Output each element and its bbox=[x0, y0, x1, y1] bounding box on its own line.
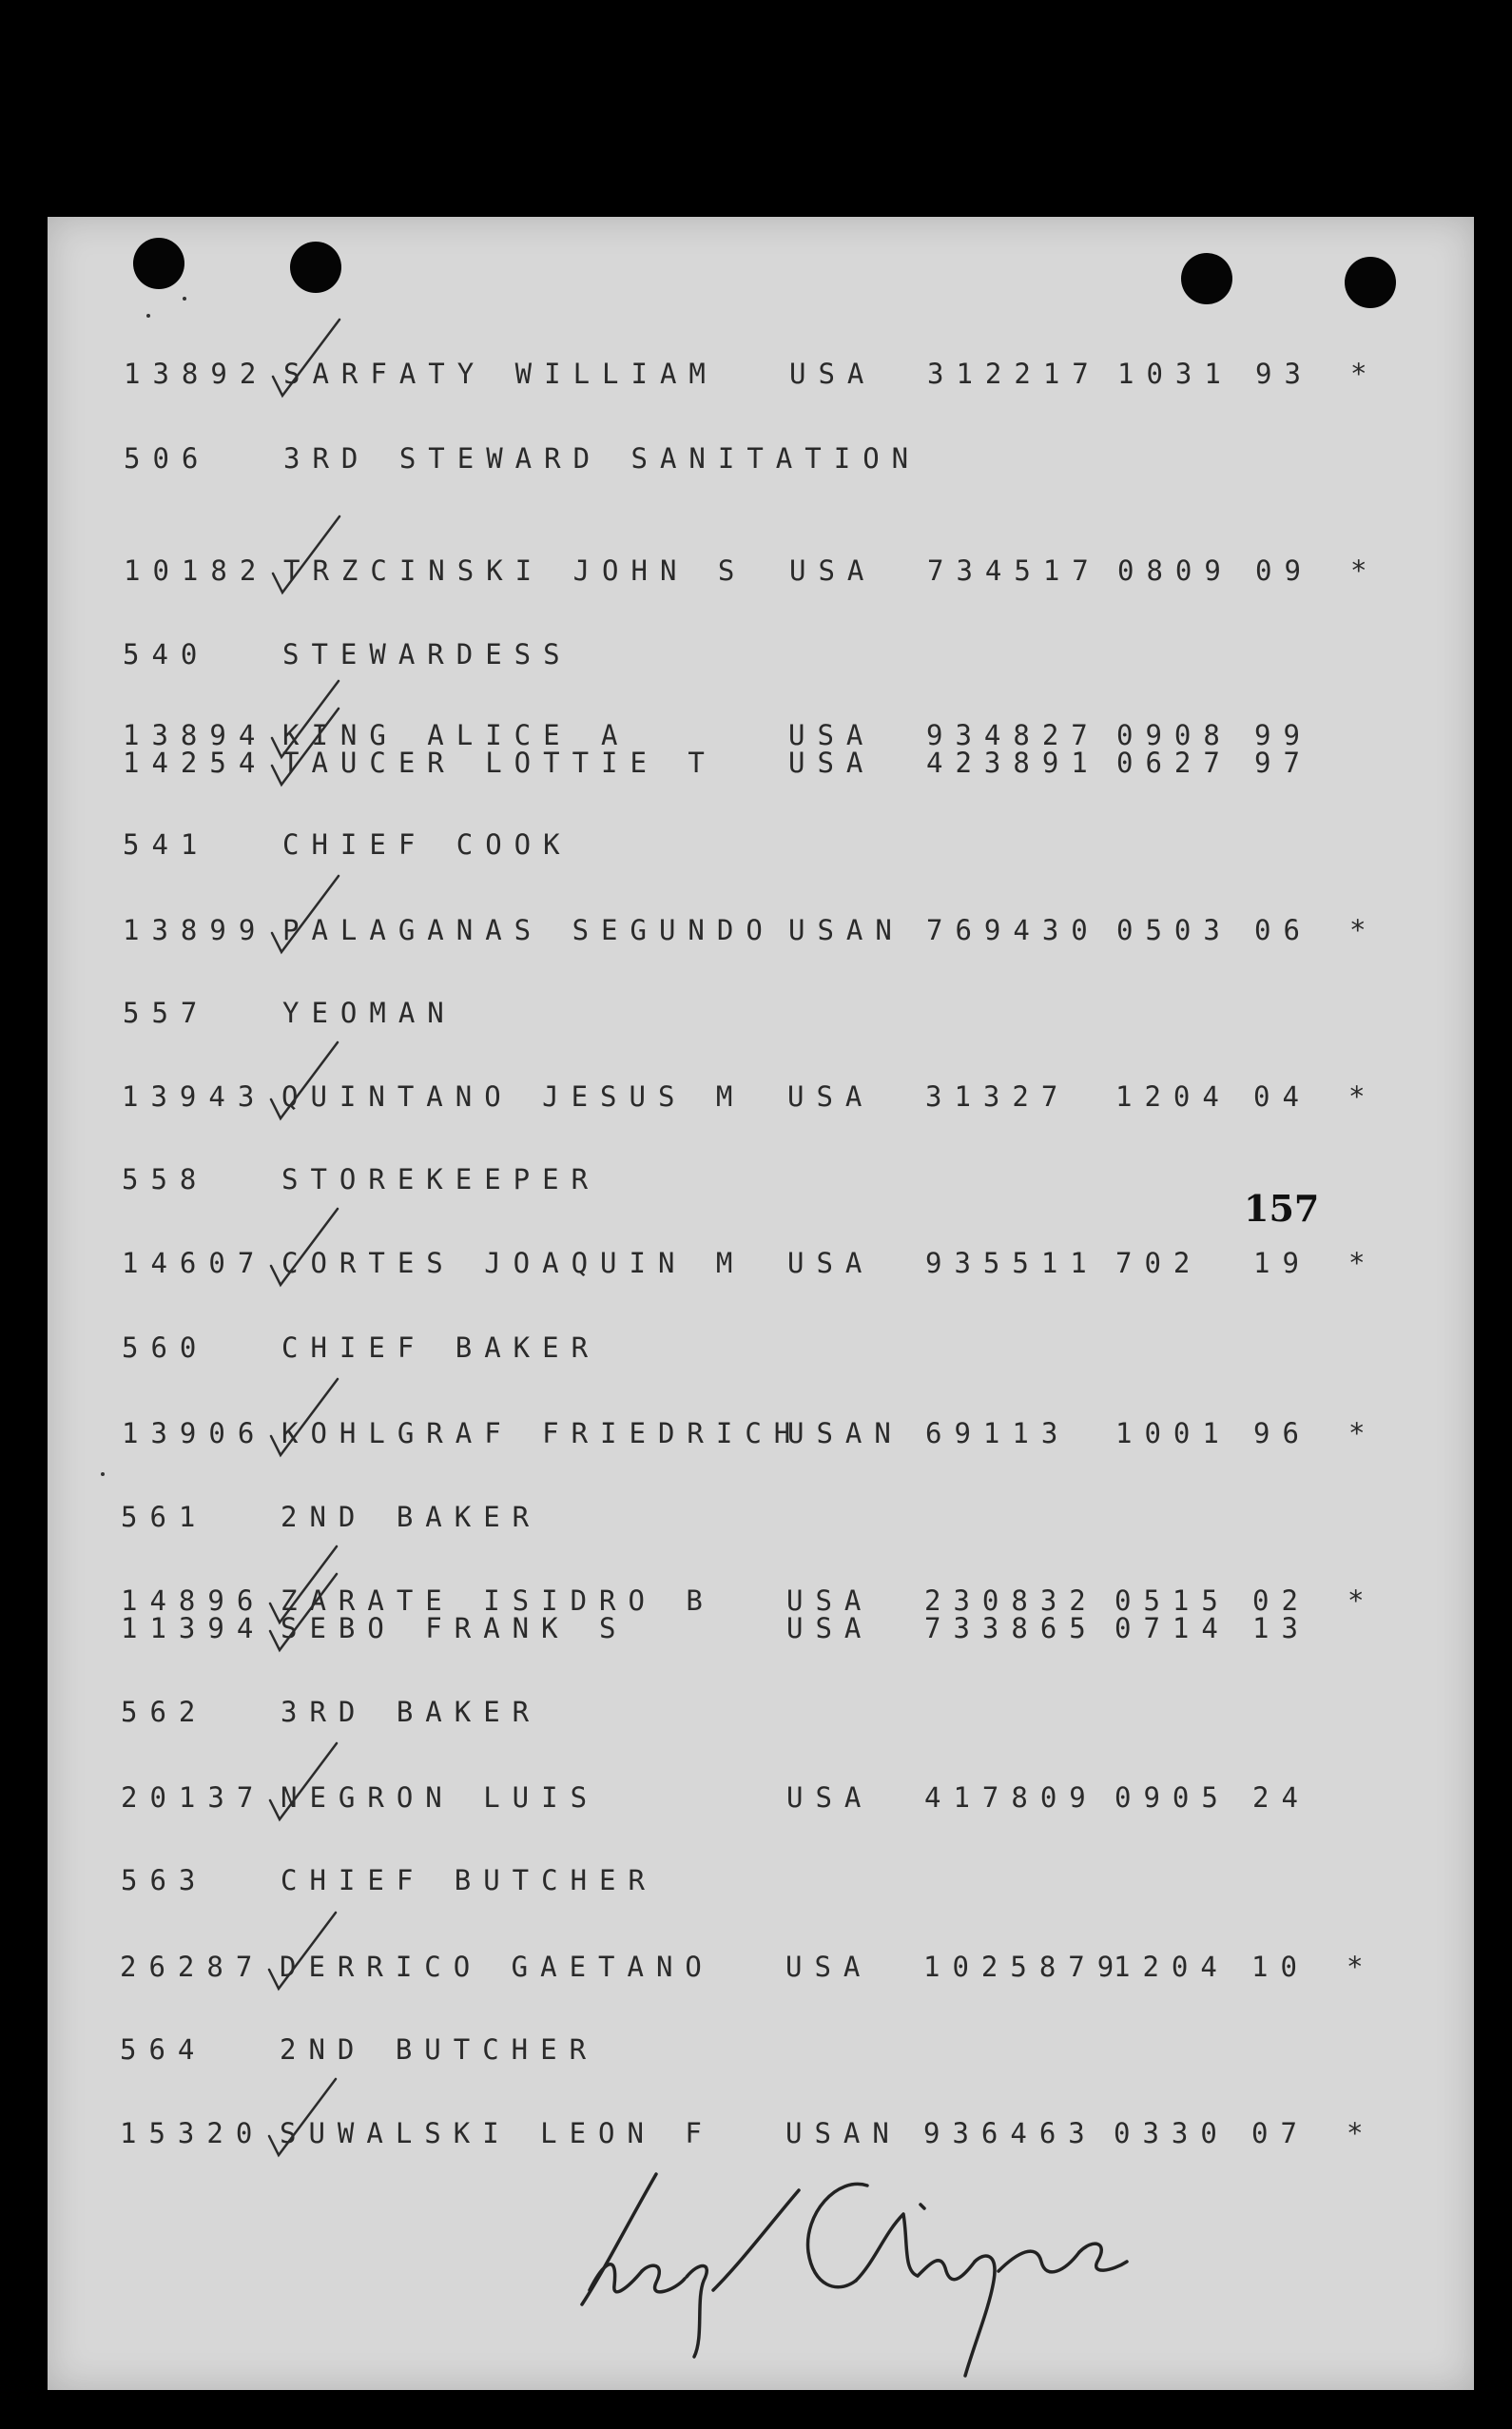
crew-number: 13892 bbox=[124, 358, 269, 390]
document-number: 1025879 bbox=[923, 1951, 1127, 1983]
rating-title: STOREKEEPER bbox=[281, 1163, 601, 1195]
rating-code: 540 bbox=[123, 638, 210, 670]
rating-title: CHIEF BUTCHER bbox=[281, 1864, 657, 1896]
age-code: 13 bbox=[1252, 1612, 1310, 1644]
rating-title: 2ND BUTCHER bbox=[280, 2033, 599, 2066]
rating-code: 506 bbox=[124, 442, 211, 475]
date-code: 0503 bbox=[1116, 914, 1232, 946]
crew-number: 14607 bbox=[122, 1247, 267, 1279]
crew-number: 14896 bbox=[121, 1584, 266, 1617]
crew-number: 13899 bbox=[123, 914, 268, 946]
age-code: 19 bbox=[1253, 1247, 1311, 1279]
date-code: 0330 bbox=[1114, 2117, 1230, 2149]
rating-title: 3RD STEWARD SANITATION bbox=[283, 442, 921, 475]
crew-name: ZARATE ISIDRO B bbox=[281, 1584, 715, 1617]
rating-code: 558 bbox=[122, 1163, 209, 1195]
age-code: 96 bbox=[1253, 1417, 1311, 1449]
date-code: 702 bbox=[1115, 1247, 1203, 1279]
document-number: 31327 bbox=[925, 1080, 1071, 1113]
date-code: 0905 bbox=[1115, 1781, 1231, 1814]
crew-number: 13894 bbox=[123, 719, 268, 751]
date-code: 0515 bbox=[1115, 1584, 1231, 1617]
crew-number: 14254 bbox=[123, 747, 268, 779]
age-code: 04 bbox=[1253, 1080, 1311, 1113]
rating-title: CHIEF COOK bbox=[282, 828, 572, 861]
date-code: 1001 bbox=[1115, 1417, 1231, 1449]
nationality: USA bbox=[789, 554, 877, 587]
document-number: 936463 bbox=[923, 2117, 1097, 2149]
rating-code: 564 bbox=[120, 2033, 207, 2066]
crew-name: CORTES JOAQUIN M bbox=[281, 1247, 746, 1279]
asterisk-mark: * bbox=[1350, 358, 1380, 390]
rating-code: 563 bbox=[121, 1864, 208, 1896]
rating-code: 557 bbox=[123, 997, 210, 1029]
age-code: 07 bbox=[1251, 2117, 1309, 2149]
crew-name: KING ALICE A bbox=[282, 719, 630, 751]
date-code: 1031 bbox=[1117, 358, 1233, 390]
document-number: 69113 bbox=[925, 1417, 1071, 1449]
document-sheet bbox=[48, 217, 1474, 2390]
rating-code: 562 bbox=[121, 1696, 208, 1728]
asterisk-mark: * bbox=[1348, 1080, 1378, 1113]
document-number: 934827 bbox=[926, 719, 1100, 751]
crew-number: 20137 bbox=[121, 1781, 266, 1814]
rating-code: 560 bbox=[122, 1331, 209, 1364]
rating-title: STEWARDESS bbox=[282, 638, 572, 670]
age-code: 99 bbox=[1254, 719, 1312, 751]
crew-name: DERRICO GAETANO bbox=[280, 1951, 714, 1983]
nationality: USA bbox=[788, 719, 876, 751]
crew-name: SUWALSKI LEON F bbox=[280, 2117, 714, 2149]
rating-title: CHIEF BAKER bbox=[281, 1331, 601, 1364]
age-code: 97 bbox=[1254, 747, 1312, 779]
date-code: 0714 bbox=[1115, 1612, 1231, 1644]
crew-name: NEGRON LUIS bbox=[281, 1781, 600, 1814]
asterisk-mark: * bbox=[1347, 1584, 1377, 1617]
crew-number: 26287 bbox=[120, 1951, 265, 1983]
date-code: 0809 bbox=[1117, 554, 1233, 587]
age-code: 02 bbox=[1252, 1584, 1310, 1617]
document-number: 734517 bbox=[927, 554, 1101, 587]
rating-title: YEOMAN bbox=[282, 997, 456, 1029]
date-code: 0627 bbox=[1116, 747, 1232, 779]
crew-name: QUINTANO JESUS M bbox=[281, 1080, 746, 1113]
asterisk-mark: * bbox=[1350, 554, 1380, 587]
crew-name: TRZCINSKI JOHN S bbox=[283, 554, 747, 587]
date-code: 0908 bbox=[1116, 719, 1232, 751]
age-code: 10 bbox=[1251, 1951, 1309, 1983]
nationality: USA bbox=[786, 1584, 874, 1617]
rating-title: 3RD BAKER bbox=[281, 1696, 542, 1728]
nationality: USA bbox=[787, 1080, 875, 1113]
crew-name: SEBO FRANK S bbox=[281, 1612, 629, 1644]
crew-number: 13943 bbox=[122, 1080, 267, 1113]
crew-number: 11394 bbox=[121, 1612, 266, 1644]
age-code: 93 bbox=[1255, 358, 1313, 390]
crew-number: 10182 bbox=[124, 554, 269, 587]
age-code: 09 bbox=[1255, 554, 1313, 587]
nationality: USAN bbox=[788, 914, 904, 946]
crew-name: SARFATY WILLIAM bbox=[283, 358, 718, 390]
document-number: 769430 bbox=[926, 914, 1100, 946]
rating-code: 561 bbox=[121, 1501, 208, 1533]
document-number: 733865 bbox=[924, 1612, 1098, 1644]
asterisk-mark: * bbox=[1348, 1417, 1378, 1449]
nationality: USA bbox=[787, 1247, 875, 1279]
date-code: 1204 bbox=[1114, 1951, 1230, 1983]
asterisk-mark: * bbox=[1347, 2117, 1376, 2149]
nationality: USAN bbox=[785, 2117, 901, 2149]
asterisk-mark: * bbox=[1347, 1951, 1376, 1983]
crew-name: KOHLGRAF FRIEDRICH bbox=[281, 1417, 804, 1449]
crew-number: 15320 bbox=[120, 2117, 265, 2149]
nationality: USA bbox=[785, 1951, 873, 1983]
crew-name: PALAGANAS SEGUNDO bbox=[282, 914, 775, 946]
document-number: 417809 bbox=[924, 1781, 1098, 1814]
handwritten-signature bbox=[48, 217, 1474, 2390]
rating-title: 2ND BAKER bbox=[281, 1501, 542, 1533]
crew-name: TAUCER LOTTIE T bbox=[282, 747, 717, 779]
document-number: 935511 bbox=[925, 1247, 1099, 1279]
rating-code: 541 bbox=[123, 828, 210, 861]
document-number: 312217 bbox=[927, 358, 1101, 390]
age-code: 06 bbox=[1254, 914, 1312, 946]
crew-number: 13906 bbox=[122, 1417, 267, 1449]
document-number: 423891 bbox=[926, 747, 1100, 779]
age-code: 24 bbox=[1252, 1781, 1310, 1814]
asterisk-mark: * bbox=[1348, 1247, 1378, 1279]
date-code: 1204 bbox=[1115, 1080, 1231, 1113]
nationality: USA bbox=[788, 747, 876, 779]
nationality: USA bbox=[789, 358, 877, 390]
nationality: USA bbox=[786, 1781, 874, 1814]
nationality: USA bbox=[786, 1612, 874, 1644]
nationality: USAN bbox=[787, 1417, 903, 1449]
document-number: 230832 bbox=[924, 1584, 1098, 1617]
page-number-stamp: 157 bbox=[1244, 1187, 1320, 1230]
asterisk-mark: * bbox=[1349, 914, 1379, 946]
